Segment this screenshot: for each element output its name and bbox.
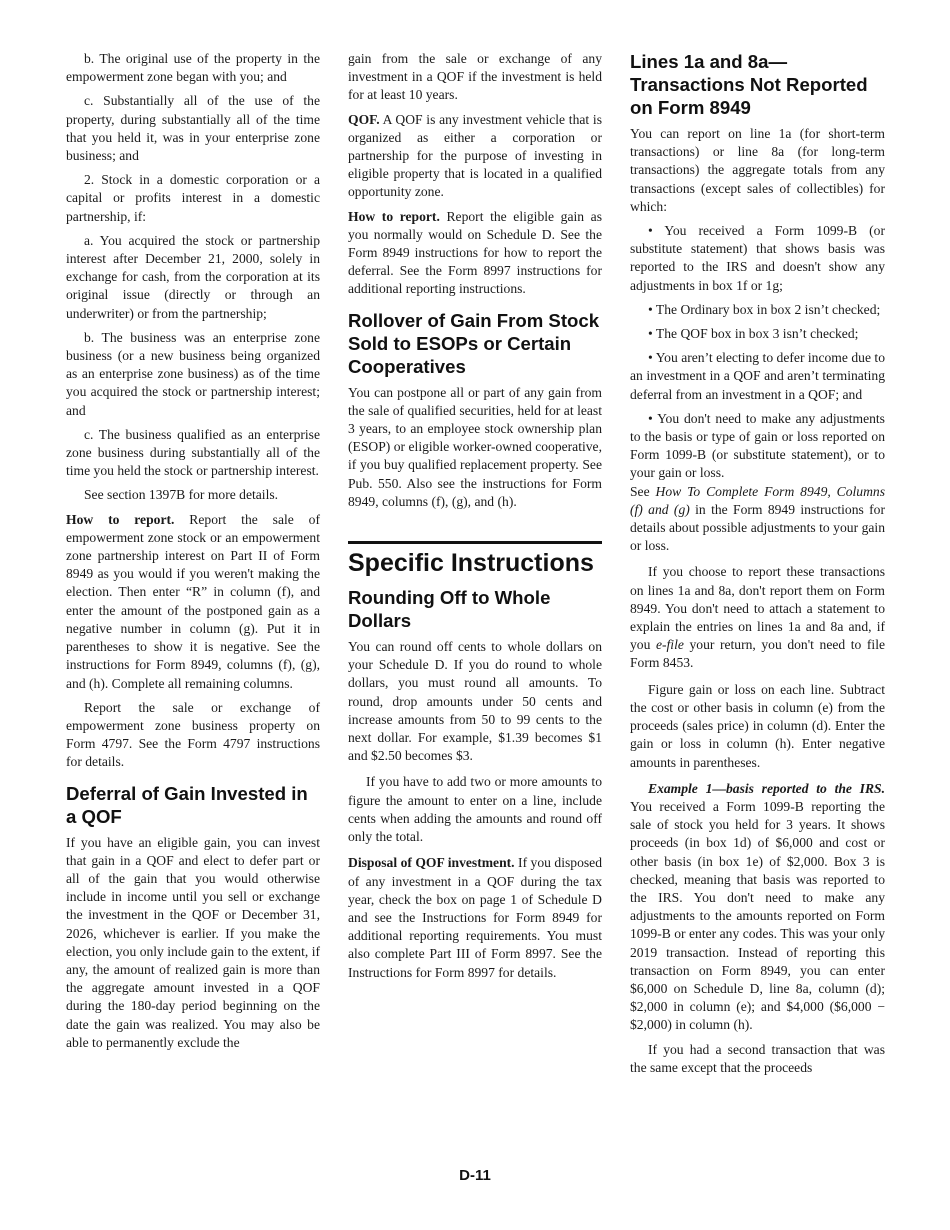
major-section-title: Specific Instructions [348,549,594,578]
qof-paragraph [348,111,602,202]
paragraph: 2. Stock in a domestic corporation or a capital or profits interest in a domestic partnership, if: [66,172,320,224]
paragraph: If you had a second transaction that was the same except that the proceeds [630,1041,885,1075]
paragraph [630,563,885,672]
paragraph: If you have an eligible gain, you can invest that gain in a QOF and elect to defer part or all of the gain that you would otherwise include in income until you sell or exchange the investment in the QOF or December 31, 2026, whichever is earlier. If you make the election, you only include gain to the extent, if any, the amount of realized gain is more than the aggregate amount invested in a QOF during the 180-day period beginning on the date the gain was realized. You may also be able to permanently exclude the [66,834,320,1050]
bullet-item [630,325,885,343]
paragraph: a. You acquired the stock or partnership interest after December 21, 2000, solely in exchange for cash, from the corporation at its original issue (directly or through an underwriter) or from the partnership; [66,232,320,321]
paragraph: Figure gain or loss on each line. Subtract the cost or other basis in column (e) from the proceeds (sales price) in column (d). Enter the gain or loss in column (h). Enter negative amounts in parentheses. [630,681,885,770]
see-paragraph [630,483,885,556]
paragraph: You can round off cents to whole dollars on your Schedule D. If you do round to whole dollars, you must round all amounts. To round, drop amounts under 50 cents and increase amounts from 50 to 99 cents to the next dollar. For example, $1.39 becomes $1 and $2.50 becomes $3. [348,639,602,764]
bullet-text: You aren’t electing to defer income due to an investment in a QOF and aren’t terminating deferral from an investment in a QOF; and [630,350,885,402]
bullet-icon [648,302,653,317]
section-heading: Lines 1a and 8a—Transactions Not Reported on Form 8949 [630,51,868,118]
bullet-text: The QOF box in box 3 isn’t checked; [655,326,859,342]
page-number: D-11 [459,1167,491,1184]
paragraph-text: Report the eligible gain as you normally would on Schedule D. See the Form 8949 instructions for how to report the deferral. See the Form 8997 instructions for additional reporting instructions. [348,208,602,297]
bullet-item [630,222,885,295]
paragraph: You can postpone all or part of any gain from the sale of qualified securities, held for at least 3 years, to an employee stock ownership plan (ESOP) or eligible worker-owned cooperative, if you buy qualified replacement property. See Pub. 550. Also see the instructions for Form 8949, columns (f), (g), and (h). [348,384,602,509]
paragraph: b. The original use of the property in the empowerment zone began with you; and [66,51,320,85]
paragraph: c. Substantially all of the use of the property, during substantially all of the time that you held it, was in your enterprise zone business; and [66,93,320,164]
paragraph: If you have to add two or more amounts to figure the amount to enter on a line, include cents when adding the amounts and round off only the total. [348,774,602,845]
paragraph: gain from the sale or exchange of any investment in a QOF if the investment is held for at least 10 years. [348,51,602,103]
bullet-icon [648,326,653,341]
paragraph-text: If you disposed of any investment in a QOF during the tax year, check the box on page 1 of Schedule D and see the Instructions for Form 8949 for additional reporting requirements. You must also complete Part III of Form 8997. See the Instructions for Form 8997 for details. [348,855,602,980]
run-in-label: QOF. [348,111,380,127]
paragraph-text: Report the sale of empowerment zone stock or an empowerment zone partnership interest on Part II of Form 8949 as you would if you weren't making the election. Then enter “R” in column (f), and enter the amount of the postponed gain as a negative number in column (g). Put it in parentheses to show it is negative. See the instructions for Form 8949, columns (f), (g), and (h). Complete all remaining columns. [66,511,320,691]
section-divider [348,541,602,544]
bullet-item [630,410,885,483]
how-to-report-paragraph [66,511,320,693]
paragraph-text: your return, you don't need to file Form 8453. [630,637,886,671]
how-to-report-paragraph [348,208,602,299]
example-label: Example 1—basis reported to the IRS. [648,780,885,796]
section-heading: Rollover of Gain From Stock Sold to ESOPs or Certain Cooperatives [348,309,600,377]
bullet-icon [648,350,653,365]
bullet-icon [648,411,653,426]
paragraph-text: If you choose to report these transactions on lines 1a and 8a, don't report them on Form 8949. You don't need to attach a statement to explain the entries on lines 1a and 8a and, if you [630,564,885,653]
run-in-label: How to report. [348,208,440,224]
bullet-item [630,349,885,404]
section-heading: Deferral of Gain Invested in a QOF [66,782,308,827]
italic-reference: How To Complete Form 8949, Columns (f) and (g) [630,483,885,517]
paragraph-text: in the Form 8949 instructions for details about possible adjustments to your gain or loss. [630,501,886,554]
section-heading: Rounding Off to Whole Dollars [348,587,551,632]
bullet-text: You received a Form 1099-B (or substitute statement) that shows basis was reported to the IRS and doesn't show any adjustments in box 1f or 1g; [630,223,885,293]
bullet-text: The Ordinary box in box 2 isn’t checked; [655,301,881,317]
column-3 [630,50,885,1083]
disposal-paragraph [348,854,602,981]
paragraph: You can report on line 1a (for short-term transactions) or line 8a (for long-term transactions) the aggregate totals from any transactions (except sales of collectibles) for which: [630,126,885,214]
bullet-icon [648,223,653,238]
italic-term: e-file [655,637,684,653]
paragraph: See section 1397B for more details. [84,487,279,503]
paragraph: c. The business qualified as an enterprise zone business during substantially all of the time you held the stock or partnership interest. [66,426,320,479]
paragraph-text: A QOF is any investment vehicle that is organized as either a corporation or partnership for the purpose of investing in eligible property that is located in a qualified opportunity zone. [348,111,602,200]
paragraph: Report the sale or exchange of empowerment zone business property on Form 4797. See the Form 4797 instructions for details. [66,699,320,770]
example-paragraph [630,780,885,1035]
run-in-label: Disposal of QOF investment. [348,855,515,871]
paragraph: b. The business was an enterprise zone business (or a new business being organized as an enterprise zone business) as of the time you acquired the stock or partnership interest; and [66,329,320,418]
bullet-item [630,301,885,319]
run-in-label: How to report. [66,511,175,527]
bullet-text: You don't need to make any adjustments to the basis or type of gain or loss reported on Form 1099-B (or substitute statement), or to your gain or loss. [630,410,885,481]
column-1 [66,50,320,1058]
column-2 [348,50,602,988]
paragraph-text: See [630,483,650,499]
paragraph-text: You received a Form 1099-B reporting the sale of stock you held for 3 years. It shows proceeds (in box 1d) of $6,000 and cost or other basis (in box 1e) of $2,000. Box 3 is checked, meaning that basis was reported to the IRS. You don't need to make any adjustments to the amounts reported on Form 1099-B or enter any codes. This was your only 2019 transaction. Instead of reporting this transaction on Form 8949, you can enter $6,000 on Schedule D, line 8a, column (d); $2,000 in column (e); and $4,000 ($6,000 − $2,000) in column (h). [630,798,885,1033]
